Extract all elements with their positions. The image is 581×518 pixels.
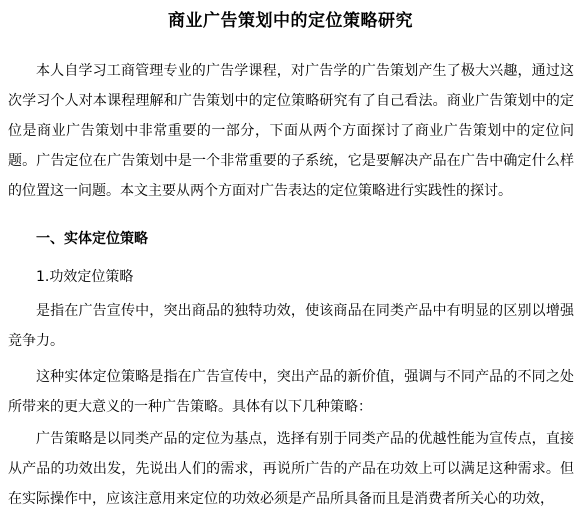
document-title: 商业广告策划中的定位策略研究 [168,11,413,31]
ad-strategy-paragraph: 广告策略是以同类产品的定位为基点，选择有别于同类产品的优越性能为宣传点，直接从产品的功效出发，先说出人们的需求，再说所广告的产品在功效上可以满足这种需求。但在实际操作中，应该注意用来定位的功效必须是产品所具备而且是消费者所关心的功效， [8,431,574,507]
section-heading: 一、实体定位策略 [36,231,148,247]
intro-paragraph: 本人自学习工商管理专业的广告学课程，对广告学的广告策划产生了极大兴趣，通过这次学习个人对本课程理解和广告策划中的定位策略研究有了自己看法。商业广告策划中的定位是商业广告策划中非常重要的一部分，下面从两个方面探讨了商业广告策划中的定位问题。广告定位在广告策划中是一个非常重要的子系统，它是要解决产品在广告中确定什么样的位置这一问题。本文主要从两个方面对广告表达的定位策略进行实践性的探讨。 [8,63,574,199]
subsection-heading: 1.功效定位策略 [36,269,134,285]
definition-paragraph: 是指在广告宣传中，突出商品的独特功效，使该商品在同类产品中有明显的区别以增强竞争力。 [8,303,574,349]
strategy-paragraph: 这种实体定位策略是指在广告宣传中，突出产品的新价值，强调与不同产品的不同之处所带来的更大意义的一种广告策略。具体有以下几种策略： [8,369,574,415]
